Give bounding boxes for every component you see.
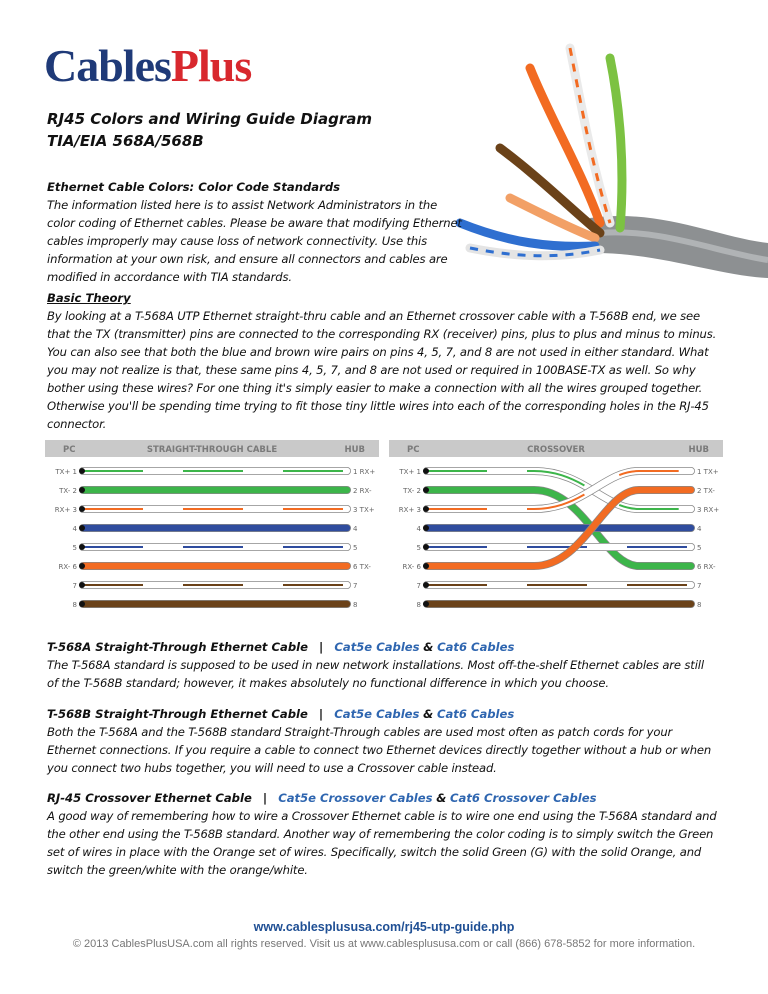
pin-right-label: 1 RX+ [353,468,376,476]
cat5e-crossover-cables-link[interactable]: Cat5e Crossover Cables [278,791,433,805]
pin-right-label: 8 [353,601,358,609]
pin-left-label: 7 [72,582,77,590]
theory-line: By looking at a T-568A UTP Ethernet straight-thru cable and an Ethernet crossover cable with a T-568B end, we see [47,309,700,323]
wire-pin-7 [417,582,702,590]
connector-pin-dot [423,525,429,531]
cat6-crossover-cables-link[interactable]: Cat6 Crossover Cables [450,791,597,805]
straight-through-diagram [45,440,379,615]
connector-pin-dot [423,544,429,550]
header-left-label: PC [407,445,420,455]
pin-left-label: RX+ 3 [54,506,77,514]
pin-right-label: 7 [697,582,702,590]
cat5e-cables-link[interactable]: Cat5e Cables [334,707,420,721]
t568a-heading: T-568A Straight-Through Ethernet Cable [47,640,308,654]
wire-pin-4 [73,525,358,533]
theory-line: Otherwise you'll be spending time trying to fit those tiny little wires into each of the corresponding holes in the RJ-45 [47,399,709,413]
connector-pin-dot [79,487,85,493]
ampersand: & [423,707,434,721]
basic-theory-section [47,289,747,433]
cat6-cables-link[interactable]: Cat6 Cables [437,640,515,654]
pin-left-label: TX- 2 [59,487,77,495]
pin-left-label: RX- 6 [58,563,77,571]
header-right-label: HUB [344,445,365,455]
page-title [47,108,372,152]
ampersand: & [436,791,447,805]
pin-right-label: 2 TX- [697,487,715,495]
pin-right-label: 8 [697,601,702,609]
header-center-label: STRAIGHT-THROUGH CABLE [146,445,278,455]
pin-left-label: RX+ 3 [398,506,421,514]
crossover-line: switch the green/white with the orange/white. [47,863,308,877]
pin-right-label: 3 RX+ [697,506,720,514]
crossover-line: set of wires in place with the Orange set of wires. Specifically, switch the solid Green (G) with the solid Orange, and [47,845,702,859]
pin-left-label: 4 [416,525,421,533]
theory-line: You can also see that both the blue and brown wire pairs on pins 4, 5, 7, and 8 are not used in either standard. What [47,345,709,359]
connector-pin-dot [423,506,429,512]
separator: | [318,707,324,721]
pin-left-label: 5 [416,544,421,552]
t568b-line: Ethernet connections. If you require a cable to connect two Ethernet devices directly together without a hub or when [47,743,712,757]
cat6-cables-link[interactable]: Cat6 Cables [436,707,515,721]
ampersand: & [423,640,434,654]
t568b-line: you connect two hubs together, you will need to use a Crossover cable instead. [47,761,497,775]
t568a-line: of the T-568B standard; however, it makes absolutely no functional difference in which you choose. [47,676,609,690]
theory-line: connector. [47,417,107,431]
connector-pin-dot [79,525,85,531]
pin-right-label: 6 RX- [697,563,716,571]
connector-pin-dot [423,582,429,588]
connector-pin-dot [423,468,429,474]
footer-copyright: © 2013 CablesPlusUSA.com all rights reserved. Visit us at www.cablesplususa.com or call (866) 678-5852 for more information. [72,938,696,950]
t568b-line: Both the T-568A and the T-568B standard Straight-Through cables are used most often as patch cords for your [47,725,673,739]
connector-pin-dot [79,468,85,474]
separator: | [262,791,268,805]
pin-right-label: 2 RX- [353,487,372,495]
pin-left-label: RX- 6 [402,563,421,571]
intro-line: modified in accordance with TIA standards. [47,270,292,284]
connector-pin-dot [79,601,85,607]
pin-left-label: 8 [416,601,421,609]
header-right-label: HUB [688,445,709,455]
t568b-heading: T-568B Straight-Through Ethernet Cable [47,707,308,721]
pin-right-label: 3 TX+ [353,506,375,514]
footer-url-link[interactable]: www.cablesplususa.com/rj45-utp-guide.php [253,920,515,934]
pin-left-label: 5 [72,544,77,552]
pin-left-label: TX+ 1 [399,468,421,476]
wire-pin-7 [73,582,358,590]
pin-right-label: 5 [353,544,358,552]
wire-pin-8 [417,601,702,609]
theory-line: that the TX (transmitter) pins are connected to the corresponding RX (receiver) pins, plus to plus and minus to minus. [47,327,717,341]
theory-heading: Basic Theory [47,291,131,305]
theory-line: you may not realize is that, these same pins 4, 5, 7, and 8 are not used or required in 100BASE-TX as well. So why [47,363,696,377]
pin-right-label: 6 TX- [353,563,371,571]
pin-right-label: 4 [697,525,702,533]
pin-left-label: 7 [416,582,421,590]
header-center-label: CROSSOVER [527,445,585,455]
crossover-heading: RJ-45 Crossover Ethernet Cable [47,791,252,805]
title-line-1: RJ45 Colors and Wiring Guide Diagram [47,110,373,128]
crossover-diagram [389,440,723,615]
cat5e-cables-link[interactable]: Cat5e Cables [334,640,420,654]
pin-left-label: TX+ 1 [55,468,77,476]
pin-left-label: 8 [72,601,77,609]
connector-pin-dot [423,601,429,607]
pin-right-label: 5 [697,544,702,552]
t568a-line: The T-568A standard is supposed to be used in new network installations. Most off-the-shelf Ethernet cables are still [47,658,704,672]
header-left-label: PC [63,445,76,455]
pin-right-label: 4 [353,525,358,533]
pin-left-label: 4 [72,525,77,533]
intro-line: cables improperly may cause loss of network connectivity. Use this [47,234,428,248]
pin-right-label: 1 TX+ [697,468,719,476]
wire-pin-1 [54,468,375,476]
connector-pin-dot [79,563,85,569]
t568b-section [47,705,747,777]
wire-pin-5 [73,544,358,552]
connector-pin-dot [79,582,85,588]
intro-heading: Ethernet Cable Colors: Color Code Standards [47,180,341,194]
intro-line: information at your own risk, and ensure all connectors and cables are [47,252,448,266]
wire-pin-6 [58,563,371,571]
t568a-section [47,638,747,692]
connector-pin-dot [79,506,85,512]
logo-text-plus: Plus [170,40,252,91]
crossover-section [47,789,747,879]
intro-section [47,178,747,286]
wire-pin-3 [55,506,375,514]
pin-right-label: 7 [353,582,358,590]
wire-pin-2 [58,487,372,495]
theory-line: bother using these wires? For one thing it's simply easier to make a connection with all the wires grouped together. [47,381,703,395]
wire-pin-5 [417,544,702,552]
pin-left-label: TX- 2 [403,487,421,495]
crossover-line: the other end using the T-568B standard. Another way of remembering the color coding is to simply switch the Green [47,827,714,841]
crossover-line: A good way of remembering how to wire a Crossover Ethernet cable is to wire one end using the T-568A standard and [47,809,717,823]
intro-line: color coding of Ethernet cables. Please be aware that modifying Ethernet [47,216,462,230]
connector-pin-dot [423,487,429,493]
separator: | [319,640,324,654]
title-line-2: TIA/EIA 568A/568B [47,132,204,150]
wire-pin-4 [417,525,702,533]
wire-pin-8 [73,601,358,609]
intro-line: The information listed here is to assist Network Administrators in the [47,198,438,212]
connector-pin-dot [423,563,429,569]
logo-text-cables: Cables [44,40,171,91]
cablesplus-logo [44,40,251,92]
connector-pin-dot [79,544,85,550]
